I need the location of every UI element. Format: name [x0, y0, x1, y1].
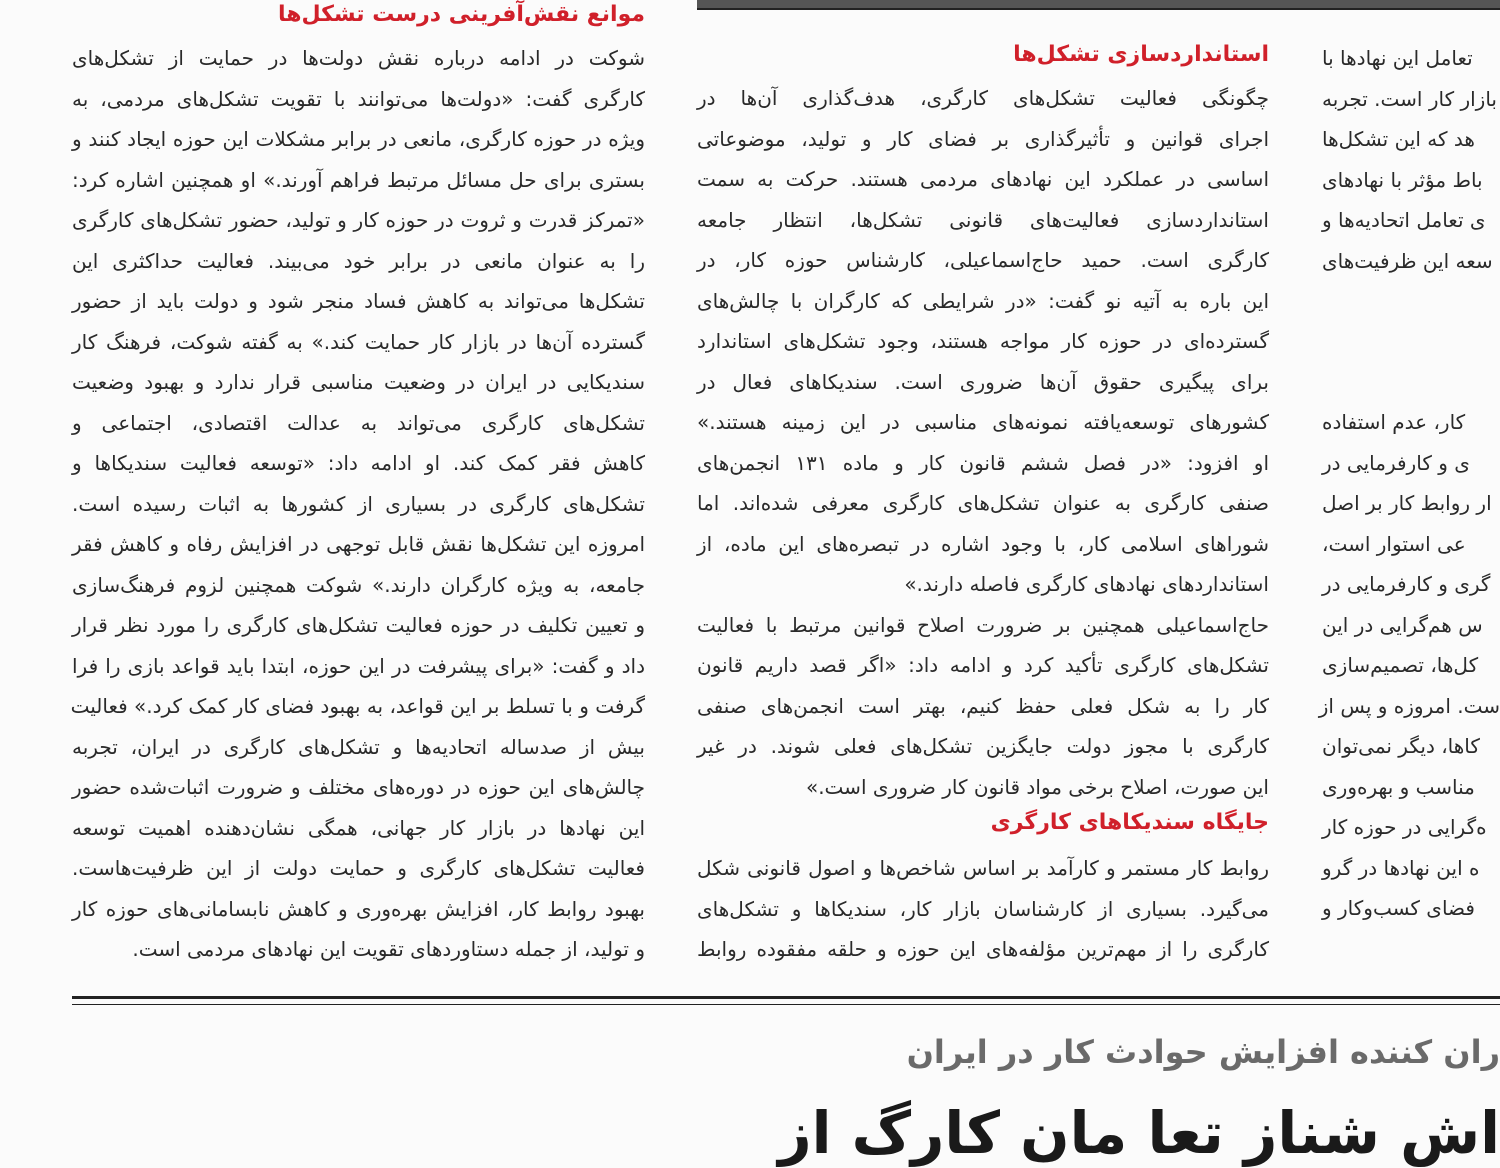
- text-line: بهبود روابط کار، افزایش بهره‌وری و کاهش نابسامانی‌های حوزه کار: [72, 896, 645, 921]
- middle-column-heading-2: جایگاه سندیکاهای کارگری: [990, 810, 1269, 835]
- right-column-bottom: [1318, 402, 1500, 929]
- text-line: هد که این تشکل‌ها: [1322, 127, 1475, 151]
- text-line: کاها، دیگر نمی‌توان: [1322, 734, 1480, 758]
- text-line: روابط کار مستمر و کارآمد بر اساس شاخص‌ها و اصول قانونی شکل: [697, 856, 1269, 880]
- text-line: او افزود: «در فصل ششم قانون کار و ماده ۱۳۱ انجمن‌های: [697, 450, 1269, 475]
- text-line: اساسی در عملکرد این نهادهای مردمی هستند. حرکت به سمت: [697, 167, 1269, 191]
- text-line: چگونگی فعالیت تشکل‌های کارگری، هدف‌گذاری آن‌ها در: [697, 86, 1269, 110]
- text-line: ار روابط کار بر اصل: [1322, 491, 1492, 515]
- next-article-headline: اش شناز تعا مان کارگ از: [778, 1099, 1500, 1167]
- text-line: کار، عدم استفاده: [1322, 410, 1466, 434]
- text-line: جامعه، به ویژه کارگران دارند.» شوکت همچنین لزوم فرهنگ‌سازی: [72, 572, 645, 597]
- text-line: گسترده‌ای در حوزه کار مواجه هستند، وجود تشکل‌های استاندارد: [697, 329, 1269, 353]
- text-line: کاهش فقر کمک کند. او ادامه داد: «توسعه فعالیت سندیکاها و: [72, 451, 645, 475]
- text-line: کارگری را از مهم‌ترین مؤلفه‌های این حوزه و حلقه مفقوده روابط: [697, 937, 1269, 961]
- left-column-heading: موانع نقش‌آفرینی درست تشکل‌ها: [277, 2, 645, 27]
- text-line: را به عنوان مانعی در برابر خود می‌بیند. فعالیت حداکثری این: [72, 248, 645, 273]
- section-divider-thin: [72, 1004, 1500, 1005]
- text-line: گسترده آن‌ها در بازار کار حمایت کند.» به گفته شوکت، فرهنگ کار: [72, 329, 645, 354]
- text-line: گرفت و با تسلط بر این قواعد، به بهبود فضای کار کمک کرد.» فعالیت: [70, 694, 645, 718]
- middle-column: [697, 78, 1269, 807]
- text-line: صنفی کارگری به عنوان تشکل‌های کارگری معرفی شده‌اند. اما: [697, 491, 1269, 515]
- text-line: و تولید، از جمله دستاوردهای تقویت این نهادهای مردمی است.: [132, 937, 645, 961]
- middle-column-part-2: [697, 848, 1269, 970]
- text-line: تشکل‌ها می‌تواند به کاهش فساد منجر شود و دولت باید از حضور: [72, 289, 645, 313]
- text-line: مناسب و بهره‌وری: [1322, 774, 1475, 799]
- text-line: می‌گیرد. بسیاری از کارشناسان بازار کار، سندیکاها و تشکل‌های: [697, 896, 1269, 921]
- text-line: استانداردهای نهادهای کارگری فاصله دارند.»: [904, 572, 1269, 596]
- top-photo-strip: [697, 0, 1500, 10]
- text-line: عی استوار است،: [1322, 531, 1466, 556]
- text-line: فعالیت تشکل‌های کارگری و حمایت دولت از این ظرفیت‌هاست.: [72, 856, 645, 880]
- text-line: ه‌گرایی در حوزه کار: [1322, 815, 1487, 839]
- text-line: برای پیگیری حقوق آن‌ها ضروری است. سندیکاهای فعال در: [697, 369, 1269, 394]
- text-line: سندیکایی در ایران در وضعیت مناسبی قرار ندارد و بهبود وضعیت: [72, 370, 645, 394]
- text-line: گری و کارفرمایی در: [1322, 572, 1491, 596]
- section-divider-thick: [72, 996, 1500, 999]
- text-line: ویژه در حوزه کارگری، مانعی در برابر مشکلات این حوزه ایجاد کنند و: [72, 127, 645, 151]
- text-line: «تمرکز قدرت و ثروت در حوزه کار و تولید، حضور تشکل‌های کارگری: [72, 208, 645, 232]
- text-line: این صورت، اصلاح برخی مواد قانون کار ضروری است.»: [805, 774, 1269, 799]
- text-line: تشکل‌های کارگری تأکید کرد و ادامه داد: «اگر قصد داریم قانون: [697, 653, 1269, 677]
- text-line: کل‌ها، تصمیم‌سازی: [1322, 653, 1479, 677]
- text-line: ی و کارفرمایی در: [1322, 450, 1470, 475]
- text-line: استانداردسازی فعالیت‌های قانونی تشکل‌ها، انتظار جامعه: [697, 207, 1269, 232]
- text-line: شوکت در ادامه درباره نقش دولت‌ها در حمایت از تشکل‌های: [72, 46, 645, 70]
- text-line: ه این نهادها در گرو: [1322, 855, 1480, 880]
- left-column: [72, 38, 645, 970]
- text-line: و تعیین تکلیف در حوزه فعالیت تشکل‌های کارگری را مورد نظر قرار: [72, 613, 645, 637]
- text-line: تشکل‌های کارگری می‌تواند به عدالت اقتصادی، اجتماعی و: [72, 410, 645, 435]
- text-line: تشکل‌های کارگری در بسیاری از کشورها به اثبات رسیده است.: [72, 491, 645, 516]
- text-line: امروزه این تشکل‌ها نقش قابل توجهی در افزایش رفاه و کاهش فقر: [72, 532, 645, 556]
- text-line: بستری برای حل مسائل مرتبط فراهم آورند.» او همچنین اشاره کرد:: [72, 167, 645, 192]
- text-line: س هم‌گرایی در این: [1322, 612, 1483, 637]
- next-article-kicker: ران کننده افزایش حوادث کار در ایران: [906, 1033, 1500, 1071]
- text-line: چالش‌های این حوزه در دوره‌های مختلف و ضرورت اثبات‌شده حضور: [72, 775, 645, 799]
- text-line: این باره به آتیه نو گفت: «در شرایطی که کارگران با چالش‌های: [697, 288, 1269, 313]
- text-line: فضای کسب‌وکار و: [1322, 896, 1475, 920]
- text-line: ست. امروزه و پس از: [1318, 693, 1500, 718]
- text-line: کارگری با مجوز دولت جایگزین تشکل‌های فعلی شوند. در غیر: [697, 734, 1269, 758]
- text-line: ی تعامل اتحادیه‌ها و: [1322, 208, 1486, 232]
- text-line: کارگری گفت: «دولت‌ها می‌توانند با تقویت تشکل‌های مردمی، به: [72, 86, 645, 111]
- text-line: بیش از صدساله اتحادیه‌ها و تشکل‌های کارگری در ایران، تجربه: [72, 734, 645, 759]
- text-line: بازار کار است. تجربه: [1322, 86, 1497, 111]
- text-line: این نهادها در بازار کار جهانی، همگی نشان‌دهنده اهمیت توسعه: [72, 815, 645, 840]
- text-line: حاج‌اسماعیلی همچنین بر ضرورت اصلاح قوانین مرتبط با فعالیت: [697, 612, 1269, 637]
- text-line: کار را به شکل فعلی حفظ کنیم، بهتر است انجمن‌های صنفی: [697, 693, 1269, 718]
- text-line: شوراهای اسلامی کار، با وجود اشاره در تبصره‌های این ماده، از: [697, 531, 1269, 556]
- text-line: تعامل این نهادها با: [1322, 46, 1473, 70]
- text-line: داد و گفت: «برای پیشرفت در این حوزه، ابتدا باید قواعد بازی را فرا: [72, 653, 645, 678]
- text-line: کشورهای توسعه‌یافته نمونه‌های مناسبی در این زمینه هستند.»: [697, 410, 1269, 434]
- text-line: کارگری است. حمید حاج‌اسماعیلی، کارشناس حوزه کار، در: [697, 248, 1269, 272]
- text-line: سعه این ظرفیت‌های: [1322, 248, 1493, 273]
- right-column-top: [1322, 38, 1500, 281]
- middle-column-heading: استانداردسازی تشکل‌ها: [1013, 42, 1269, 67]
- text-line: اجرای قوانین و تأثیرگذاری بر فضای کار و تولید، موضوعاتی: [697, 126, 1269, 151]
- text-line: باط مؤثر با نهادهای: [1322, 167, 1483, 192]
